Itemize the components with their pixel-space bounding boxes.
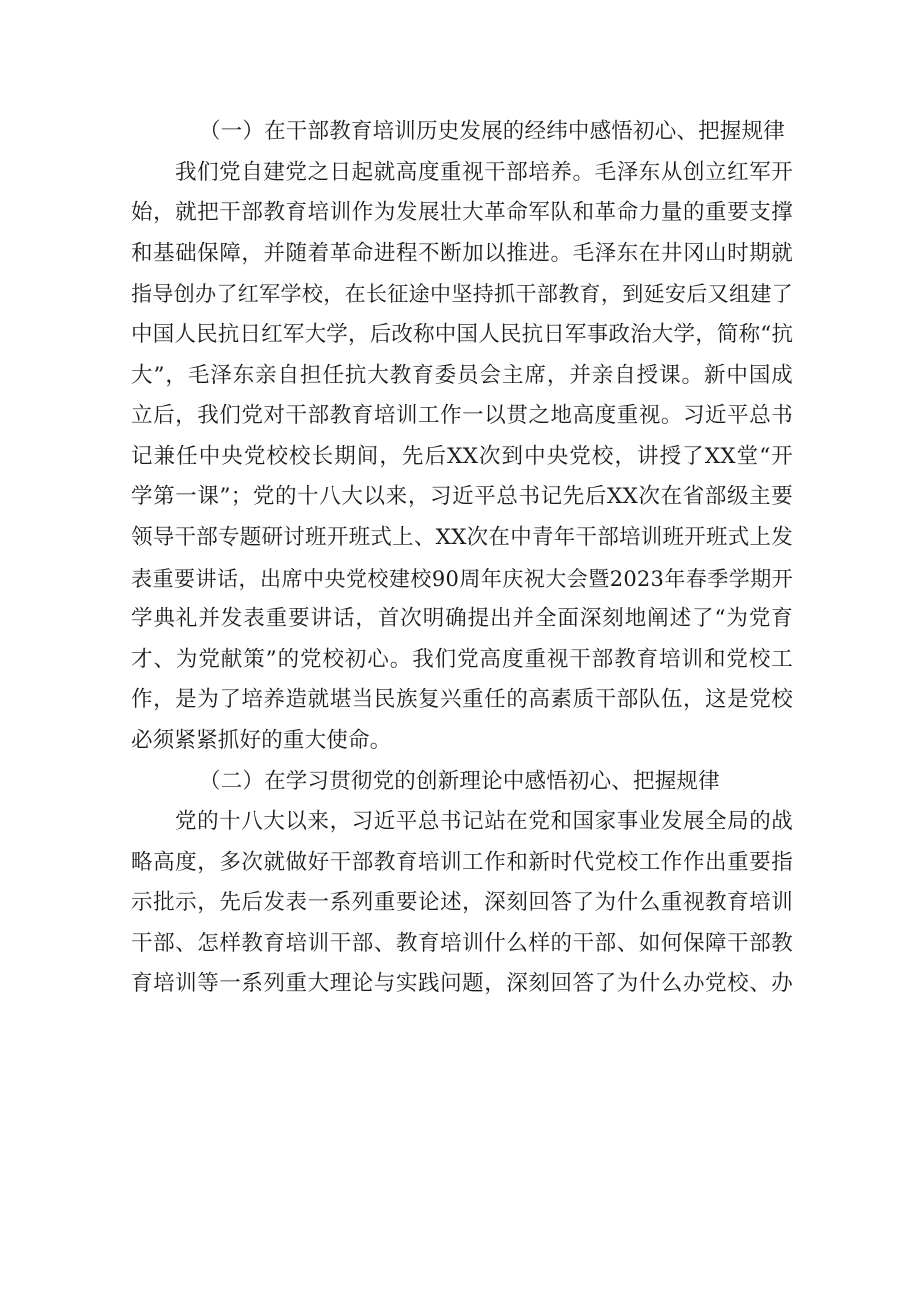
paragraph-line: 立后，我们党对干部教育培训工作一以贯之地高度重视。习近平总书 bbox=[131, 403, 793, 429]
paragraph-line: 必须紧紧抓好的重大使命。 bbox=[131, 727, 392, 753]
paragraph-line: 育培训等一系列重大理论与实践问题，深刻回答了为什么办党校、办 bbox=[131, 971, 793, 997]
paragraph-line: 党的十八大以来，习近平总书记站在党和国家事业发展全局的战 bbox=[175, 809, 793, 835]
paragraph bbox=[131, 153, 793, 762]
paragraph-line: 略高度，多次就做好干部教育培训工作和新时代党校工作作出重要指 bbox=[131, 849, 793, 875]
section-heading bbox=[131, 762, 793, 803]
paragraph-line: 学第一课”；党的十八大以来，习近平总书记先后XX次在省部级主要 bbox=[131, 484, 793, 510]
document-body bbox=[131, 112, 793, 1005]
paragraph-line: 领导干部专题研讨班开班式上、XX次在中青年干部培训班开班式上发 bbox=[131, 524, 793, 550]
paragraph-line: 干部、怎样教育培训干部、教育培训什么样的干部、如何保障干部教 bbox=[131, 930, 793, 956]
paragraph-line: 和基础保障，并随着革命进程不断加以推进。毛泽东在井冈山时期就 bbox=[131, 240, 793, 266]
heading-text: （一）在干部教育培训历史发展的经纬中感悟初心、把握规律 bbox=[199, 119, 785, 144]
paragraph-line: 我们党自建党之日起就高度重视干部培养。毛泽东从创立红军开 bbox=[175, 159, 793, 185]
paragraph-line: 作，是为了培养造就堪当民族复兴重任的高素质干部队伍，这是党校 bbox=[131, 687, 793, 713]
paragraph-line: 示批示，先后发表一系列重要论述，深刻回答了为什么重视教育培训 bbox=[131, 890, 793, 916]
paragraph-line: 表重要讲话，出席中央党校建校90周年庆祝大会暨2023年春季学期开 bbox=[131, 566, 793, 591]
paragraph-line: 指导创办了红军学校，在长征途中坚持抓干部教育，到延安后又组建了 bbox=[131, 282, 793, 307]
paragraph bbox=[131, 802, 793, 1005]
paragraph-line: 才、为党献策”的党校初心。我们党高度重视干部教育培训和党校工 bbox=[131, 646, 793, 672]
paragraph-line: 始，就把干部教育培训作为发展壮大革命军队和革命力量的重要支撑 bbox=[131, 200, 793, 226]
heading-text: （二）在学习贯彻党的创新理论中感悟初心、把握规律 bbox=[199, 768, 720, 794]
paragraph-line: 学典礼并发表重要讲话，首次明确提出并全面深刻地阐述了“为党育 bbox=[131, 606, 793, 632]
paragraph-line: 大”，毛泽东亲自担任抗大教育委员会主席，并亲自授课。新中国成 bbox=[131, 362, 793, 388]
paragraph-line: 中国人民抗日红军大学，后改称中国人民抗日军事政治大学，简称“抗 bbox=[131, 321, 793, 347]
paragraph-line: 记兼任中央党校校长期间，先后XX次到中央党校，讲授了XX堂“开 bbox=[131, 443, 793, 469]
section-heading bbox=[131, 112, 793, 153]
